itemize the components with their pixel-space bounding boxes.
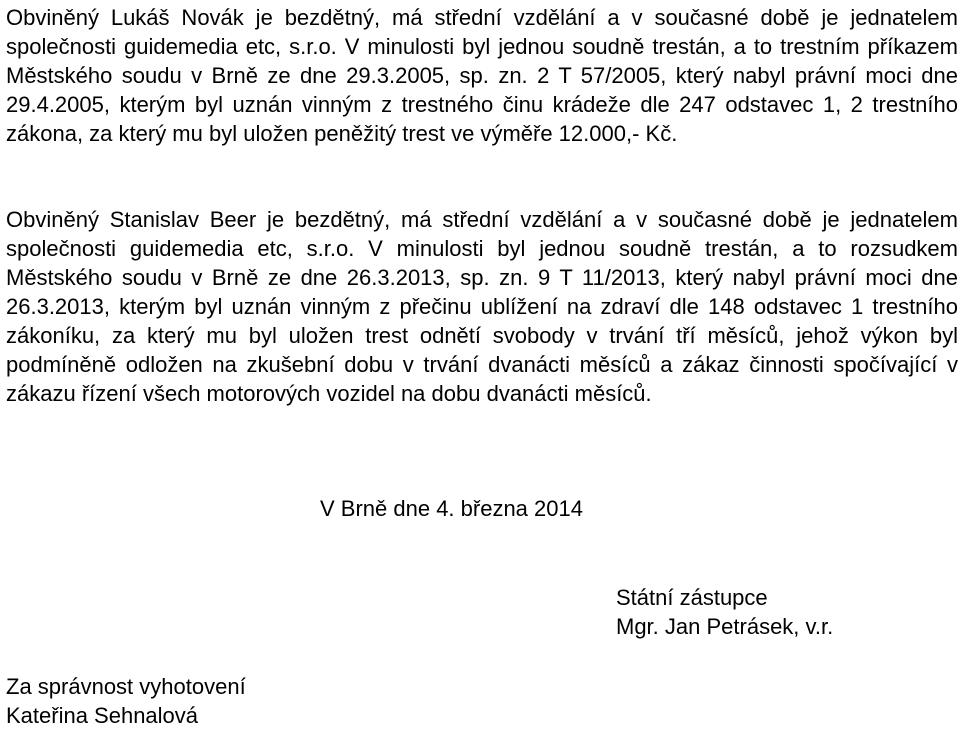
prosecutor-signature-block <box>616 583 833 641</box>
prosecutor-title: Státní zástupce <box>616 585 768 610</box>
defendant-paragraph-novak: Obviněný Lukáš Novák je bezdětný, má střední vzdělání a v současné době je jednatelem společnosti guidemedia etc, s.r.o. V minulosti byl jednou soudně trestán, a to trestním příkazem Městského soudu v Brně ze dne 29.3.2005, sp. zn. 2 T 57/2005, který nabyl právní moci dne 29.4.2005, kterým byl uznán vinným z trestného činu krádeže dle 247 odstavec 1, 2 trestního zákona, za který mu byl uložen peněžitý trest ve výměře 12.000,- Kč. <box>6 5 958 146</box>
verification-label: Za správnost vyhotovení <box>6 674 246 699</box>
prosecutor-name: Mgr. Jan Petrásek, v.r. <box>616 614 834 639</box>
verification-name: Kateřina Sehnalová <box>6 703 199 728</box>
verification-block <box>6 672 246 730</box>
defendant-paragraph-beer: Obviněný Stanislav Beer je bezdětný, má střední vzdělání a v současné době je jednatelem společnosti guidemedia etc, s.r.o. V minulosti byl jednou soudně trestán, a to rozsudkem Městského soudu v Brně ze dne 26.3.2013, sp. zn. 9 T 11/2013, který nabyl právní moci dne 26.3.2013, kterým byl uznán vinným z přečinu ublížení na zdraví dle 148 odstavec 1 trestního zákoníku, za který mu byl uložen trest odnětí svobody v trvání tří měsíců, jehož výkon byl podmíněně odložen na zkušební dobu v trvání dvanácti měsíců a zákaz činnosti spočívající v zákazu řízení všech motorových vozidel na dobu dvanácti měsíců. <box>6 207 958 406</box>
document-page <box>6 0 958 728</box>
date-line: V Brně dne 4. března 2014 <box>320 496 583 521</box>
